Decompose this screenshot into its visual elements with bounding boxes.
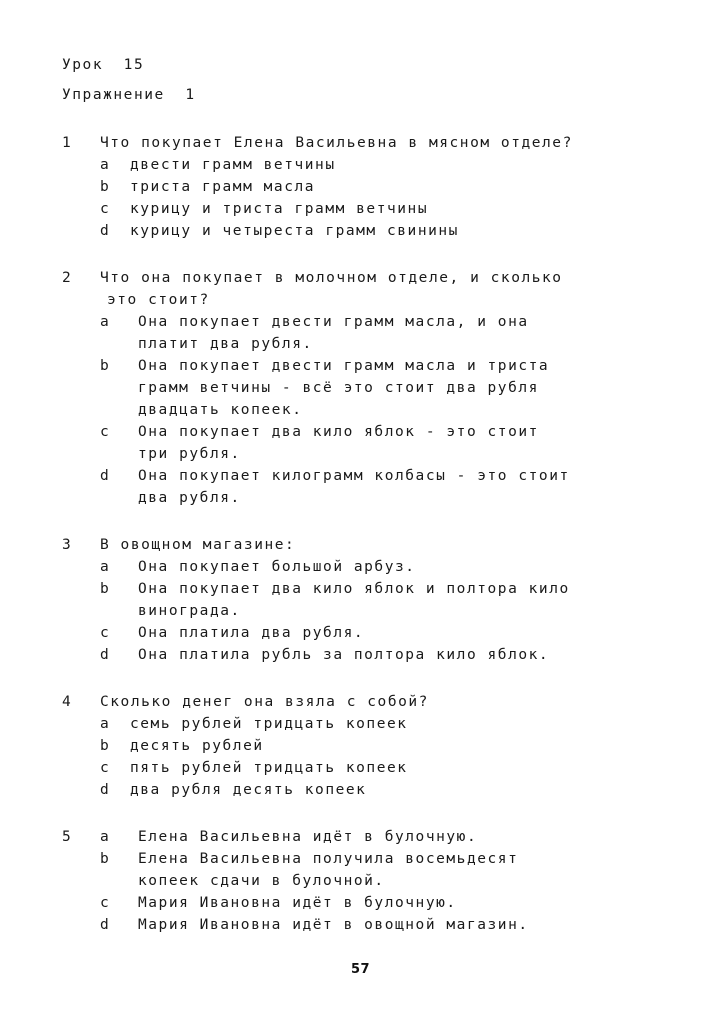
answer-option[interactable]: [62, 892, 662, 914]
answer-option-text: три рубля.: [138, 446, 241, 462]
answer-option-text: платит два рубля.: [138, 336, 313, 352]
question-stem-line: [62, 267, 662, 289]
question-block: [62, 132, 662, 242]
lesson-title: Урок 15: [62, 57, 145, 73]
question-stem-text: В овощном магазине:: [100, 537, 296, 553]
answer-option-text: пять рублей тридцать копеек: [130, 760, 408, 776]
answer-option[interactable]: [62, 826, 662, 848]
question-stem-text: Сколько денег она взяла с собой?: [100, 694, 429, 710]
question-spacer: [62, 666, 662, 691]
answer-option-continuation: [62, 600, 662, 622]
answer-option[interactable]: [62, 176, 662, 198]
answer-option[interactable]: [62, 914, 662, 936]
answer-option-text: триста грамм масла: [130, 179, 316, 195]
answer-option-text: винограда.: [138, 603, 241, 619]
answer-option-text: Она покупает два кило яблок - это стоит: [138, 424, 539, 440]
answer-option-text: Она покупает два кило яблок и полтора кило: [138, 581, 570, 597]
question-number: 3: [62, 537, 73, 553]
answer-option-continuation: [62, 443, 662, 465]
answer-option[interactable]: [62, 779, 662, 801]
answer-option[interactable]: [62, 355, 662, 377]
answer-option-text: Она покупает двести грамм масла и триста: [138, 358, 550, 374]
question-number: 4: [62, 694, 73, 710]
answer-option-letter: b: [100, 738, 111, 754]
answer-option-text: Мария Ивановна идёт в овощной магазин.: [138, 917, 529, 933]
answer-option-text: Елена Васильевна идёт в булочную.: [138, 829, 478, 845]
question-stem-continuation: [62, 289, 662, 311]
answer-option-continuation: [62, 870, 662, 892]
answer-option[interactable]: [62, 848, 662, 870]
question-number: 2: [62, 270, 73, 286]
question-stem-text: это стоит?: [107, 292, 210, 308]
page-number: 57: [350, 962, 371, 977]
question-number: 5: [62, 829, 73, 845]
answer-option-letter: d: [100, 647, 111, 663]
answer-option-letter: b: [100, 179, 111, 195]
answer-option[interactable]: [62, 154, 662, 176]
answer-option-letter: b: [100, 581, 111, 597]
answer-option[interactable]: [62, 644, 662, 666]
answer-option-text: Она покупает килограмм колбасы - это стоит: [138, 468, 570, 484]
answer-option-continuation: [62, 377, 662, 399]
answer-option-text: двадцать копеек.: [138, 402, 303, 418]
answer-option-letter: c: [100, 760, 111, 776]
answer-option-text: курицу и триста грамм ветчины: [130, 201, 429, 217]
answer-option-text: копеек сдачи в булочной.: [138, 873, 385, 889]
heading-spacer: [62, 110, 662, 132]
answer-option[interactable]: [62, 198, 662, 220]
answer-option-letter: a: [100, 314, 111, 330]
document-content: [62, 50, 662, 936]
answer-option-letter: a: [100, 716, 111, 732]
answer-option[interactable]: [62, 622, 662, 644]
answer-option[interactable]: [62, 713, 662, 735]
answer-option-text: Она покупает большой арбуз.: [138, 559, 416, 575]
answer-option-continuation: [62, 333, 662, 355]
answer-option[interactable]: [62, 421, 662, 443]
question-block: [62, 534, 662, 666]
answer-option-letter: b: [100, 358, 111, 374]
answer-option-letter: a: [100, 559, 111, 575]
question-stem-line: [62, 691, 662, 713]
questions-list: [62, 132, 662, 936]
answer-option-text: Елена Васильевна получила восемьдесят: [138, 851, 519, 867]
answer-option[interactable]: [62, 311, 662, 333]
answer-option-text: семь рублей тридцать копеек: [130, 716, 408, 732]
answer-option-continuation: [62, 487, 662, 509]
question-spacer: [62, 509, 662, 534]
answer-option-letter: a: [100, 829, 111, 845]
answer-option-text: два рубля.: [138, 490, 241, 506]
answer-option-text: грамм ветчины - всё это стоит два рубля: [138, 380, 539, 396]
answer-option-letter: a: [100, 157, 111, 173]
question-stem-text: Что она покупает в молочном отделе, и сколько: [100, 270, 563, 286]
answer-option-letter: d: [100, 782, 111, 798]
answer-option-letter: d: [100, 917, 111, 933]
exercise-title: Упражнение 1: [62, 87, 196, 103]
answer-option-letter: c: [100, 201, 111, 217]
answer-option[interactable]: [62, 556, 662, 578]
answer-option-letter: c: [100, 895, 111, 911]
answer-option-text: двести грамм ветчины: [130, 157, 336, 173]
answer-option-text: десять рублей: [130, 738, 264, 754]
answer-option[interactable]: [62, 735, 662, 757]
answer-option[interactable]: [62, 757, 662, 779]
question-number: 1: [62, 135, 73, 151]
answer-option-text: Мария Ивановна идёт в булочную.: [138, 895, 457, 911]
answer-option[interactable]: [62, 578, 662, 600]
answer-option-text: курицу и четыреста грамм свинины: [130, 223, 459, 239]
answer-option-letter: c: [100, 424, 111, 440]
answer-option-continuation: [62, 399, 662, 421]
answer-option[interactable]: [62, 465, 662, 487]
question-stem-line: [62, 534, 662, 556]
question-block: [62, 826, 662, 936]
answer-option-letter: d: [100, 468, 111, 484]
answer-option[interactable]: [62, 220, 662, 242]
question-stem-text: Что покупает Елена Васильевна в мясном отделе?: [100, 135, 573, 151]
answer-option-letter: c: [100, 625, 111, 641]
question-block: [62, 267, 662, 509]
question-spacer: [62, 242, 662, 267]
answer-option-letter: d: [100, 223, 111, 239]
answer-option-letter: b: [100, 851, 111, 867]
question-stem-line: [62, 132, 662, 154]
answer-option-text: Она покупает двести грамм масла, и она: [138, 314, 529, 330]
question-spacer: [62, 801, 662, 826]
question-block: [62, 691, 662, 801]
answer-option-text: Она платила два рубля.: [138, 625, 365, 641]
answer-option-text: Она платила рубль за полтора кило яблок.: [138, 647, 550, 663]
answer-option-text: два рубля десять копеек: [130, 782, 367, 798]
